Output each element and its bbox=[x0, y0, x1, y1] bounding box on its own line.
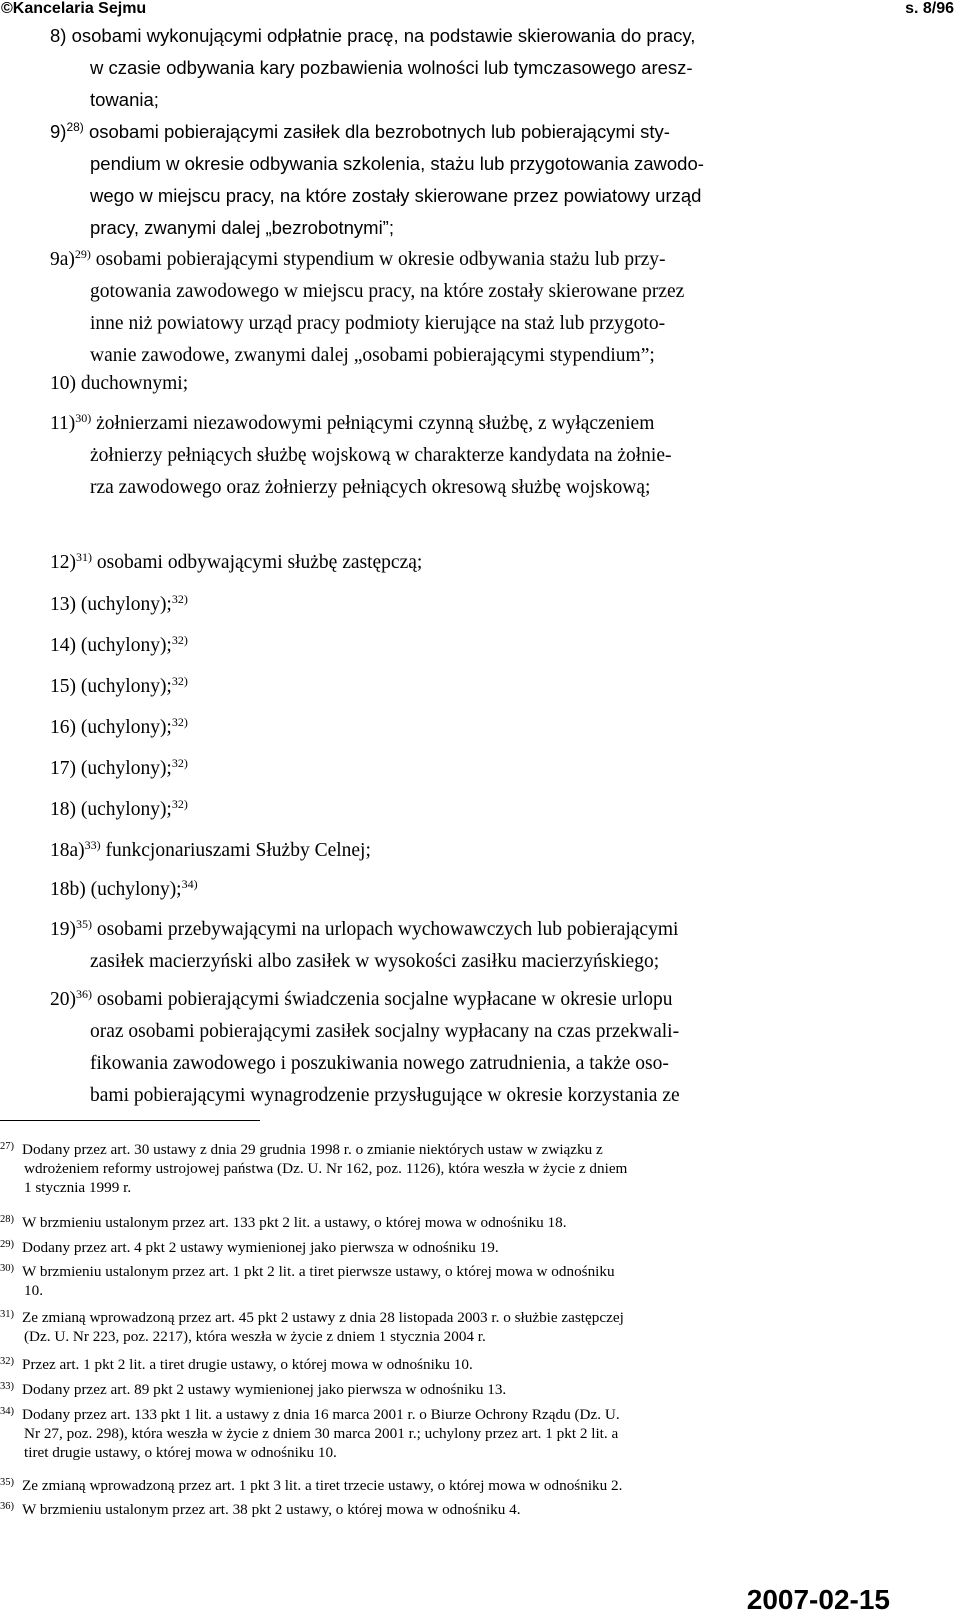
footnote-ref: 29) bbox=[74, 247, 91, 261]
footnote-number: 36) bbox=[0, 1501, 14, 1512]
footnote-30 bbox=[0, 1262, 870, 1300]
footnote-text: Dodany przez art. 89 pkt 2 ustawy wymienionej jako pierwsza w odnośniku 13. bbox=[22, 1381, 507, 1398]
footnote-ref: 31) bbox=[76, 550, 92, 564]
text-line: w czasie odbywania kary pozbawienia wolności lub tymczasowego aresz- bbox=[90, 57, 693, 78]
footnote-text: (Dz. U. Nr 223, poz. 2217), która weszła w życie z dniem 1 stycznia 2004 r. bbox=[24, 1328, 486, 1345]
item-number: 16) bbox=[50, 717, 76, 738]
text-line: fikowania zawodowego i poszukiwania nowego zatrudnienia, a także oso- bbox=[90, 1053, 669, 1074]
footnote-number: 28) bbox=[0, 1214, 14, 1225]
item-number: 20) bbox=[50, 989, 76, 1010]
footnote-32 bbox=[0, 1355, 870, 1374]
item-number: 9) bbox=[50, 121, 67, 142]
item-number: 19) bbox=[50, 919, 76, 940]
list-item-16 bbox=[50, 712, 870, 744]
footnote-text: 10. bbox=[24, 1282, 43, 1299]
footnote-text: Ze zmianą wprowadzoną przez art. 45 pkt 2 ustawy z dnia 28 listopada 2003 r. o służbie zastępczej bbox=[22, 1309, 624, 1326]
list-item-10 bbox=[50, 368, 870, 400]
list-item-18 bbox=[50, 794, 870, 826]
footnote-text: tiret drugie ustawy, o której mowa w odnośniku 10. bbox=[24, 1444, 337, 1461]
page-number: s. 8/96 bbox=[905, 0, 954, 17]
item-number: 18a) bbox=[50, 840, 85, 861]
item-number: 18) bbox=[50, 799, 76, 820]
text-line: pracy, zwanymi dalej „bezrobotnymi”; bbox=[90, 217, 394, 238]
text-line: (uchylony); bbox=[80, 717, 172, 738]
list-item-9a bbox=[50, 244, 870, 372]
footnote-ref: 32) bbox=[171, 797, 188, 811]
text-line: (uchylony); bbox=[80, 635, 172, 656]
item-number: 11) bbox=[50, 413, 76, 434]
text-line: wanie zawodowe, zwanymi dalej „osobami pobierającymi stypendium”; bbox=[90, 345, 655, 366]
list-item-17 bbox=[50, 753, 870, 785]
footnote-text: W brzmieniu ustalonym przez art. 38 pkt 2 ustawy, o której mowa w odnośniku 4. bbox=[22, 1501, 521, 1518]
footnote-number: 34) bbox=[0, 1406, 14, 1417]
footnote-ref: 32) bbox=[171, 674, 188, 688]
list-item-15 bbox=[50, 671, 870, 703]
footnote-ref: 32) bbox=[171, 756, 188, 770]
footnote-text: W brzmieniu ustalonym przez art. 133 pkt 2 lit. a ustawy, o której mowa w odnośniku 18. bbox=[22, 1214, 567, 1231]
item-number: 17) bbox=[50, 758, 76, 779]
list-item-18b bbox=[50, 874, 870, 906]
footnote-number: 31) bbox=[0, 1309, 14, 1320]
footnote-text: Ze zmianą wprowadzoną przez art. 1 pkt 3 lit. a tiret trzecie ustawy, o której mowa w odnośniku 2. bbox=[22, 1477, 623, 1494]
text-line: (uchylony); bbox=[80, 594, 172, 615]
footnote-28 bbox=[0, 1213, 870, 1232]
footnote-ref: 34) bbox=[181, 877, 198, 891]
list-item-18a bbox=[50, 835, 870, 867]
list-item-19 bbox=[50, 914, 870, 978]
item-number: 14) bbox=[50, 635, 76, 656]
text-line: osobami odbywającymi służbę zastępczą; bbox=[96, 552, 423, 573]
list-item-14 bbox=[50, 630, 870, 662]
item-number: 13) bbox=[50, 594, 76, 615]
footnote-ref: 33) bbox=[84, 838, 101, 852]
footnote-text: W brzmieniu ustalonym przez art. 1 pkt 2 lit. a tiret pierwsze ustawy, o której mowa w odnośniku bbox=[22, 1263, 615, 1280]
text-line: wego w miejscu pracy, na które zostały skierowane przez powiatowy urząd bbox=[90, 185, 702, 206]
footnote-ref: 35) bbox=[76, 917, 92, 931]
footnote-ref: 32) bbox=[171, 592, 188, 606]
footnote-number: 35) bbox=[0, 1477, 14, 1488]
text-line: funkcjonariuszami Służby Celnej; bbox=[105, 840, 371, 861]
item-number: 18b) bbox=[50, 879, 86, 900]
text-line: (uchylony); bbox=[90, 879, 182, 900]
footnote-29 bbox=[0, 1238, 870, 1257]
list-item-11 bbox=[50, 408, 870, 504]
footnote-text: Dodany przez art. 133 pkt 1 lit. a ustawy z dnia 16 marca 2001 r. o Biurze Ochrony Rządu (Dz. U. bbox=[22, 1406, 620, 1423]
footnote-ref: 36) bbox=[76, 987, 92, 1001]
footnote-number: 27) bbox=[0, 1141, 14, 1152]
footnote-text: wdrożeniem reformy ustrojowej państwa (Dz. U. Nr 162, poz. 1126), która weszła w życie z dniem bbox=[24, 1160, 628, 1177]
text-line: oraz osobami pobierającymi zasiłek socjalny wypłacany na czas przekwali- bbox=[90, 1021, 680, 1042]
text-line: osobami pobierającymi zasiłek dla bezrobotnych lub pobierającymi sty- bbox=[88, 121, 670, 142]
text-line: (uchylony); bbox=[80, 799, 172, 820]
item-number: 9a) bbox=[50, 249, 75, 270]
text-line: osobami pobierającymi świadczenia socjalne wypłacane w okresie urlopu bbox=[96, 989, 673, 1010]
footnote-33 bbox=[0, 1380, 870, 1399]
copyright-label: ©Kancelaria Sejmu bbox=[1, 0, 147, 17]
footnote-35 bbox=[0, 1476, 870, 1495]
list-item-13 bbox=[50, 589, 870, 621]
list-item-12 bbox=[50, 547, 870, 579]
footnote-ref: 32) bbox=[171, 715, 188, 729]
text-line: gotowania zawodowego w miejscu pracy, na które zostały skierowane przez bbox=[90, 281, 685, 302]
footnote-number: 30) bbox=[0, 1263, 14, 1274]
footnote-text: Nr 27, poz. 298), która weszła w życie z dniem 30 marca 2001 r.; uchylony przez art. 1 pkt 2 lit. a bbox=[24, 1425, 619, 1442]
text-line: osobami przebywającymi na urlopach wychowawczych lub pobierającymi bbox=[96, 919, 679, 940]
text-line: towania; bbox=[90, 89, 159, 110]
text-line: bami pobierającymi wynagrodzenie przysługujące w okresie korzystania ze bbox=[90, 1085, 680, 1106]
text-line: (uchylony); bbox=[80, 676, 172, 697]
footnote-36 bbox=[0, 1500, 870, 1519]
footnote-text: 1 stycznia 1999 r. bbox=[24, 1179, 132, 1196]
footnote-31 bbox=[0, 1308, 870, 1346]
list-item-8 bbox=[50, 20, 870, 116]
text-line: żołnierzy pełniących służbę wojskową w charakterze kandydata na żołnie- bbox=[90, 445, 672, 466]
text-line: żołnierzami niezawodowymi pełniącymi czynną służbę, z wyłączeniem bbox=[96, 413, 655, 434]
text-line: (uchylony); bbox=[80, 758, 172, 779]
text-line: inne niż powiatowy urząd pracy podmioty kierujące na staż lub przygoto- bbox=[90, 313, 666, 334]
footnote-number: 33) bbox=[0, 1381, 14, 1392]
text-line: osobami pobierającymi stypendium w okresie odbywania stażu lub przy- bbox=[95, 249, 666, 270]
footnote-text: Przez art. 1 pkt 2 lit. a tiret drugie ustawy, o której mowa w odnośniku 10. bbox=[22, 1356, 473, 1373]
text-line: pendium w okresie odbywania szkolenia, stażu lub przygotowania zawodo- bbox=[90, 153, 704, 174]
footnote-34 bbox=[0, 1405, 870, 1462]
footnote-number: 32) bbox=[0, 1356, 14, 1367]
publication-date: 2007-02-15 bbox=[746, 1584, 890, 1615]
footnote-number: 29) bbox=[0, 1239, 14, 1250]
footnote-ref: 30) bbox=[75, 411, 92, 425]
item-number: 15) bbox=[50, 676, 76, 697]
text-line: 10) duchownymi; bbox=[50, 373, 189, 394]
footnote-text: Dodany przez art. 30 ustawy z dnia 29 grudnia 1998 r. o zmianie niektórych ustaw w związku z bbox=[22, 1141, 603, 1158]
footnote-ref: 32) bbox=[171, 633, 188, 647]
text-line: 8) osobami wykonującymi odpłatnie pracę, na podstawie skierowania do pracy, bbox=[50, 25, 696, 46]
text-line: rza zawodowego oraz żołnierzy pełniących okresową służbę wojskową; bbox=[90, 477, 651, 498]
footnote-separator bbox=[0, 1120, 260, 1121]
footnote-ref: 28) bbox=[66, 120, 84, 134]
footnote-27 bbox=[0, 1140, 870, 1197]
list-item-9 bbox=[50, 116, 870, 244]
list-item-20 bbox=[50, 984, 870, 1112]
item-number: 12) bbox=[50, 552, 76, 573]
text-line: zasiłek macierzyński albo zasiłek w wysokości zasiłku macierzyńskiego; bbox=[90, 951, 660, 972]
footnote-text: Dodany przez art. 4 pkt 2 ustawy wymienionej jako pierwsza w odnośniku 19. bbox=[22, 1239, 499, 1256]
